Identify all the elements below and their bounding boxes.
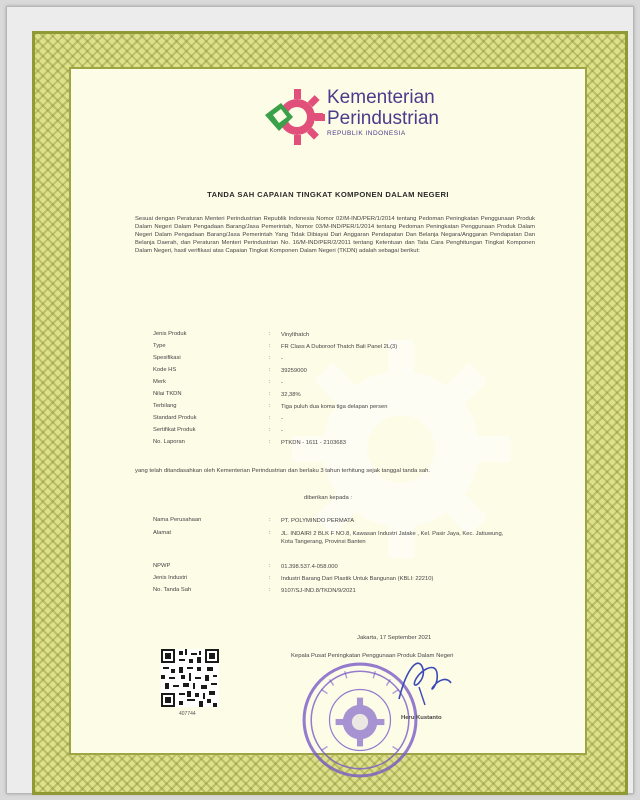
field-label: Alamat [153,530,172,536]
place-date: Jakarta, 17 September 2021 [357,635,432,641]
field-label: Type [153,343,166,349]
logo-line-2: Perindustrian [327,108,439,129]
qr-code-icon [161,649,219,707]
intro-paragraph: Sesuai dengan Peraturan Menteri Perindustrian Republik Indonesia Nomor 02/M-IND/PER/1/2014 tentang Pedoman Peningkatan Penggunaan Produk Dalam Negeri Dalam Pengadaan Barang/Jasa Pemerintah, Nomor 03/M-IND/PER/1/2014 tentang Pedoman Peningkatan Penggunaan Produk Dalam Negeri Dalam Pengadaan Barang/Jasa Pemerintah Yang Tidak Dibiayai Dari Anggaran Pendapatan Dan Belanja Negara/Anggaran Pendapatan Dan Belanja Daerah, dan Peraturan Menteri Perindustrian No. 16/M-IND/PER/2/2011 tentang Ketentuan dan Tata Cara Penghitungan Tingkat Komponen Dalam Negeri, hasil verifikasi atas Capaian Tingkat Komponen Dalam Negeri (TKDN) adalah sebagai berikut: [135,216,535,255]
field-value: FR Class A Duboroof Thatch Bali Panel 2L(3) [281,344,398,350]
field-value: 01.398.537.4-058.000 [281,564,338,570]
qr-caption: 407744 [179,711,196,717]
field-label: Jenis Produk [153,331,187,337]
field-value: 32,38% [281,392,301,398]
logo-line-1: Kementerian [327,87,435,108]
field-label: Spesifikasi [153,355,181,361]
field-value: - [281,356,283,362]
field-label: Nilai TKDN [153,391,182,397]
certificate-border [32,31,628,795]
field-value: - [281,380,283,386]
field-label: Standard Produk [153,415,197,421]
field-label: NPWP [153,563,171,569]
field-value: PTKDN - 1611 - 2103683 [281,440,346,446]
field-value: PT. POLYMINDO PERMATA [281,518,355,524]
field-label: Kode HS [153,367,177,373]
field-value: - [281,428,283,434]
field-label: No. Laporan [153,439,185,445]
logo-line-3: REPUBLIK INDONESIA [327,130,406,137]
field-label: Sertifikat Produk [153,427,196,433]
field-label: Jenis Industri [153,575,188,581]
field-value: Vinylthatch [281,332,310,338]
certificate-body: Kementerian Perindustrian REPUBLIK INDONESIA TANDA SAH CAPAIAN TINGKAT KOMPONEN DALAM NEGERI Sesuai dengan Peraturan Menteri Perindustrian Republik Indonesia Nomor 02/M-IND/PER/1/2014 tentang Pedoman Peningkatan Penggunaan Produk Dalam Negeri Dalam Pengadaan Barang/Jasa Pemerintah, Nomor 03/M-IND/PER/1/2014 tentang Pedoman Peningkatan Penggunaan Produk Dalam Negeri Dalam Pengadaan Barang/Jasa Pemerintah Yang Tidak Dibiayai Dari Anggaran Pendapatan Dan Belanja Negara/Anggaran Pendapatan Dan Belanja Daerah, dan Peraturan Menteri Perindustrian No. 16/M-IND/PER/2/2011 tentang Ketentuan dan Tata Cara Penghitungan Tingkat Komponen Dalam Negeri, hasil verifikasi atas Capaian Tingkat Komponen Dalam Negeri (TKDN) adalah sebagai berikut: Jenis Produk : Vinylthatch Type : FR Class A Duboroof Thatch Bali Panel 2L(3) Spesifikasi : - Kode HS : 39259000 Merk : - Nilai TKDN : 32,38% Terbilang : Tiga puluh dua koma tiga delapan persen Standard Produk : - Sertifikat Produk : - No. Laporan : PTKDN - 1611 - 2103683 yang telah ditandasahkan oleh Kementerian Perindustrian dan berlaku 3 tahun terhitung sejak tanggal tanda sah. diberikan kepada : Nama Perusahaan : PT. POLYMINDO PERMATA Alamat : JL. INDAIRI 2 BLK F NO.8, Kawasan Industri Jatake , Kel. Pasir Jaya, Kec. Jatiuwung, Kota Tangerang, Provinsi Banten NPWP : 01.398.537.4-058.000 Jenis Industri : Industri Barang Dari Plastik Untuk Bangunan (KBLI: 22210) No. Tanda Sah : 9107/SJ-IND.8/TKDN/9/2021 Jakarta, 17 September 2021 Kepala Pusat Peningkatan Penggunaan Produk Dalam Negeri 407744 Heru Kustanto [69,67,587,755]
field-label: Nama Perusahaan [153,517,202,523]
document-frame [6,6,634,794]
given-to-label: diberikan kepada : [303,495,353,501]
certificate-title: TANDA SAH CAPAIAN TINGKAT KOMPONEN DALAM NEGERI [207,190,449,199]
field-value: Industri Barang Dari Plastik Untuk Bangunan (KBLI: 22210) [281,576,434,582]
signature-icon [389,647,459,717]
ministry-logo [261,85,511,155]
field-label: Terbilang [153,403,177,409]
field-value: Tiga puluh dua koma tiga delapan persen [281,404,388,410]
field-value: JL. INDAIRI 2 BLK F NO.8, Kawasan Industri Jatake , Kel. Pasir Jaya, Kec. Jatiuwung, Kota Tangerang, Provinsi Banten [281,531,504,545]
field-label: Merk [153,379,166,385]
field-value: 39259000 [281,368,307,374]
field-value: 9107/SJ-IND.8/TKDN/9/2021 [281,588,356,594]
field-value: - [281,416,283,422]
ministry-gear-logo-icon [261,85,325,147]
signing-office: Kepala Pusat Peningkatan Penggunaan Produk Dalam Negeri [291,653,454,659]
field-label: No. Tanda Sah [153,587,192,593]
validity-paragraph: yang telah ditandasahkan oleh Kementerian Perindustrian dan berlaku 3 tahun terhitung sejak tanggal tanda sah. [135,468,431,474]
signer-name: Heru Kustanto [401,715,442,721]
